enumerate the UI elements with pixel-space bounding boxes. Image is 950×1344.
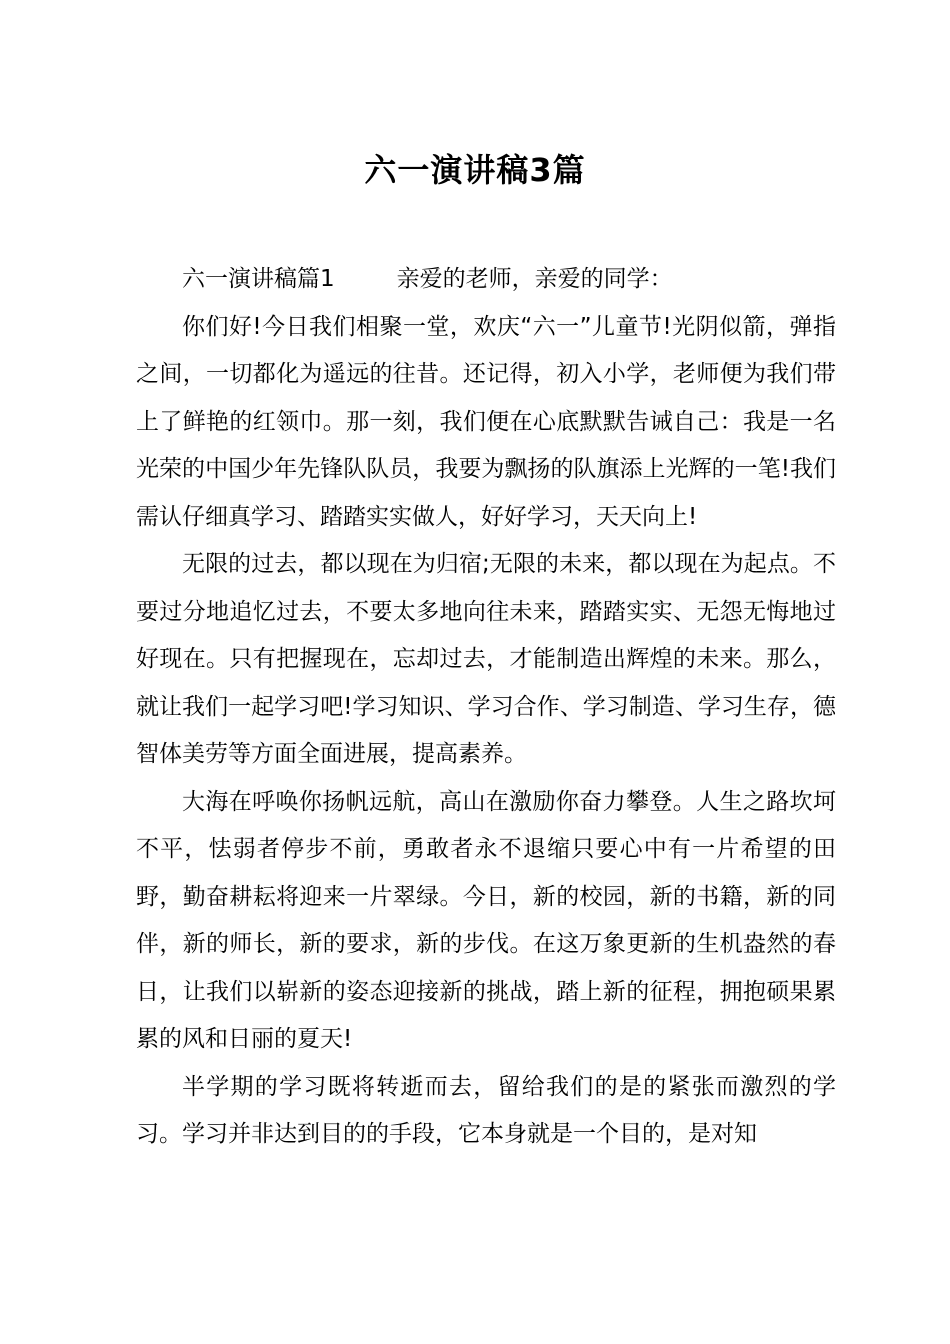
paragraph-1: 你们好!今日我们相聚一堂，欢庆“六一”儿童节!光阴似箭，弹指之间，一切都化为遥远的往昔。还记得，初入小学，老师便为我们带上了鲜艳的红领巾。那一刻，我们便在心底默默告诫自己：我是一名光荣的中国少年先锋队队员，我要为飘扬的队旗添上光辉的一笔!我们需认仔细真学习、踏踏实实做人，好好学习，天天向上! bbox=[136, 313, 836, 530]
greeting: 亲爱的老师，亲爱的同学： bbox=[396, 266, 673, 292]
paragraph-4: 半学期的学习既将转逝而去，留给我们的是的紧张而激烈的学习。学习并非达到目的的手段，它本身就是一个目的，是对知 bbox=[136, 1073, 836, 1147]
document-body bbox=[136, 256, 836, 1159]
document-title: 六一演讲稿3篇 bbox=[364, 151, 586, 189]
paragraph-2: 无限的过去，都以现在为归宿;无限的未来，都以现在为起点。不要过分地追忆过去，不要太多地向往未来，踏踏实实、无怨无悔地过好现在。只有把握现在，忘却过去，才能制造出辉煌的未来。那么，就让我们一起学习吧!学习知识、学习合作、学习制造、学习生存，德智体美劳等方面全面进展，提高素养。 bbox=[136, 551, 836, 767]
section-label: 六一演讲稿篇1 bbox=[182, 266, 335, 292]
paragraph-3: 大海在呼唤你扬帆远航，高山在激励你奋力攀登。人生之路坎坷不平，怯弱者停步不前，勇敢者永不退缩只要心中有一片希望的田野，勤奋耕耘将迎来一片翠绿。今日，新的校园，新的书籍，新的同伴，新的师长，新的要求，新的步伐。在这万象更新的生机盎然的春日，让我们以崭新的姿态迎接新的挑战，踏上新的征程，拥抱硕果累累的风和日丽的夏天! bbox=[136, 788, 836, 1052]
section-heading-line bbox=[136, 256, 836, 304]
